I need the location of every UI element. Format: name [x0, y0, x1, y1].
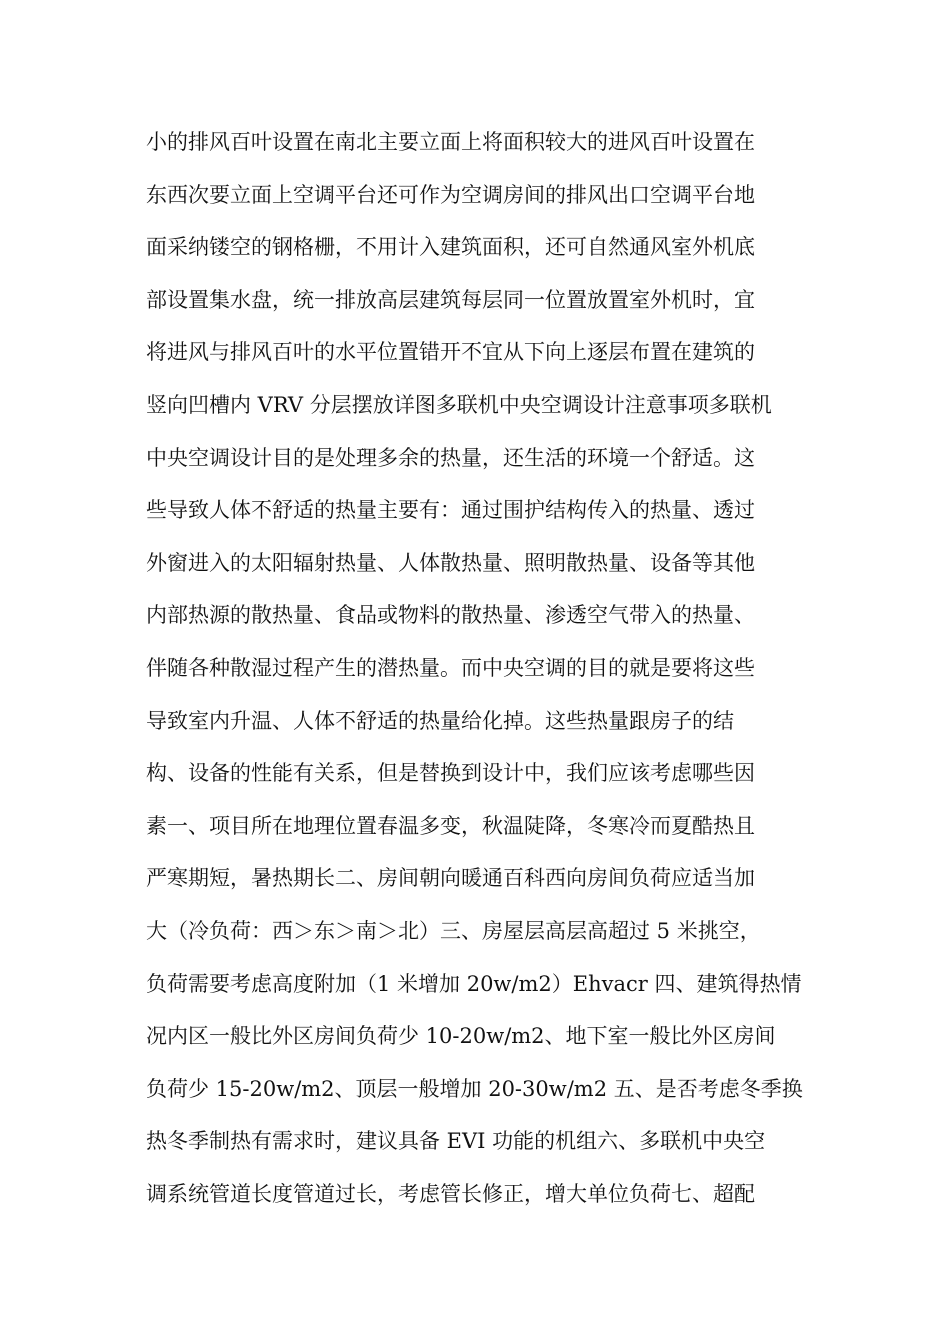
- text-line: 些导致人体不舒适的热量主要有：通过围护结构传入的热量、透过: [146, 498, 755, 523]
- text-line: 素一、项目所在地理位置春温多变，秋温陡降，冬寒冷而夏酷热且: [146, 813, 755, 838]
- text-line: 负荷少 15-20w/m2、顶层一般增加 20-30w/m2 五、是否考虑冬季换: [146, 1076, 803, 1101]
- text-line: 小的排风百叶设置在南北主要立面上将面积较大的进风百叶设置在: [146, 130, 755, 154]
- text-line: 外窗进入的太阳辐射热量、人体散热量、照明散热量、设备等其他: [146, 550, 755, 575]
- text-line: 严寒期短，暑热期长二、房间朝向暖通百科西向房间负荷应适当加: [146, 866, 755, 891]
- text-line: 将进风与排风百叶的水平位置错开不宜从下向上逐层布置在建筑的: [146, 340, 755, 365]
- text-line: 部设置集水盘，统一排放高层建筑每层同一位置放置室外机时，宜: [146, 287, 755, 312]
- text-line: 热冬季制热有需求时，建议具备 EVI 功能的机组六、多联机中央空: [146, 1129, 766, 1154]
- text-line: 面采纳镂空的钢格栅，不用计入建筑面积，还可自然通风室外机底: [146, 235, 755, 260]
- text-line: 伴随各种散湿过程产生的潜热量。而中央空调的目的就是要将这些: [146, 655, 755, 680]
- text-line: 况内区一般比外区房间负荷少 10-20w/m2、地下室一般比外区房间: [146, 1024, 776, 1049]
- text-line: 大（冷负荷：西＞东＞南＞北）三、房屋层高层高超过 5 米挑空，: [146, 918, 761, 943]
- body-text: [146, 116, 816, 1220]
- text-line: 中央空调设计目的是处理多余的热量，还生活的环境一个舒适。这: [146, 445, 755, 470]
- text-line: 东西次要立面上空调平台还可作为空调房间的排风出口空调平台地: [146, 182, 755, 207]
- text-line: 负荷需要考虑高度附加（1 米增加 20w/m2）Ehvacr 四、建筑得热情: [146, 971, 802, 996]
- text-line: 构、设备的性能有关系，但是替换到设计中，我们应该考虑哪些因: [146, 761, 755, 786]
- text-line: 导致室内升温、人体不舒适的热量给化掉。这些热量跟房子的结: [146, 708, 734, 733]
- text-line: 调系统管道长度管道过长，考虑管长修正，增大单位负荷七、超配: [146, 1181, 755, 1206]
- text-line: 竖向凹槽内 VRV 分层摆放详图多联机中央空调设计注意事项多联机: [146, 392, 772, 417]
- text-line: 内部热源的散热量、食品或物料的散热量、渗透空气带入的热量、: [146, 603, 755, 628]
